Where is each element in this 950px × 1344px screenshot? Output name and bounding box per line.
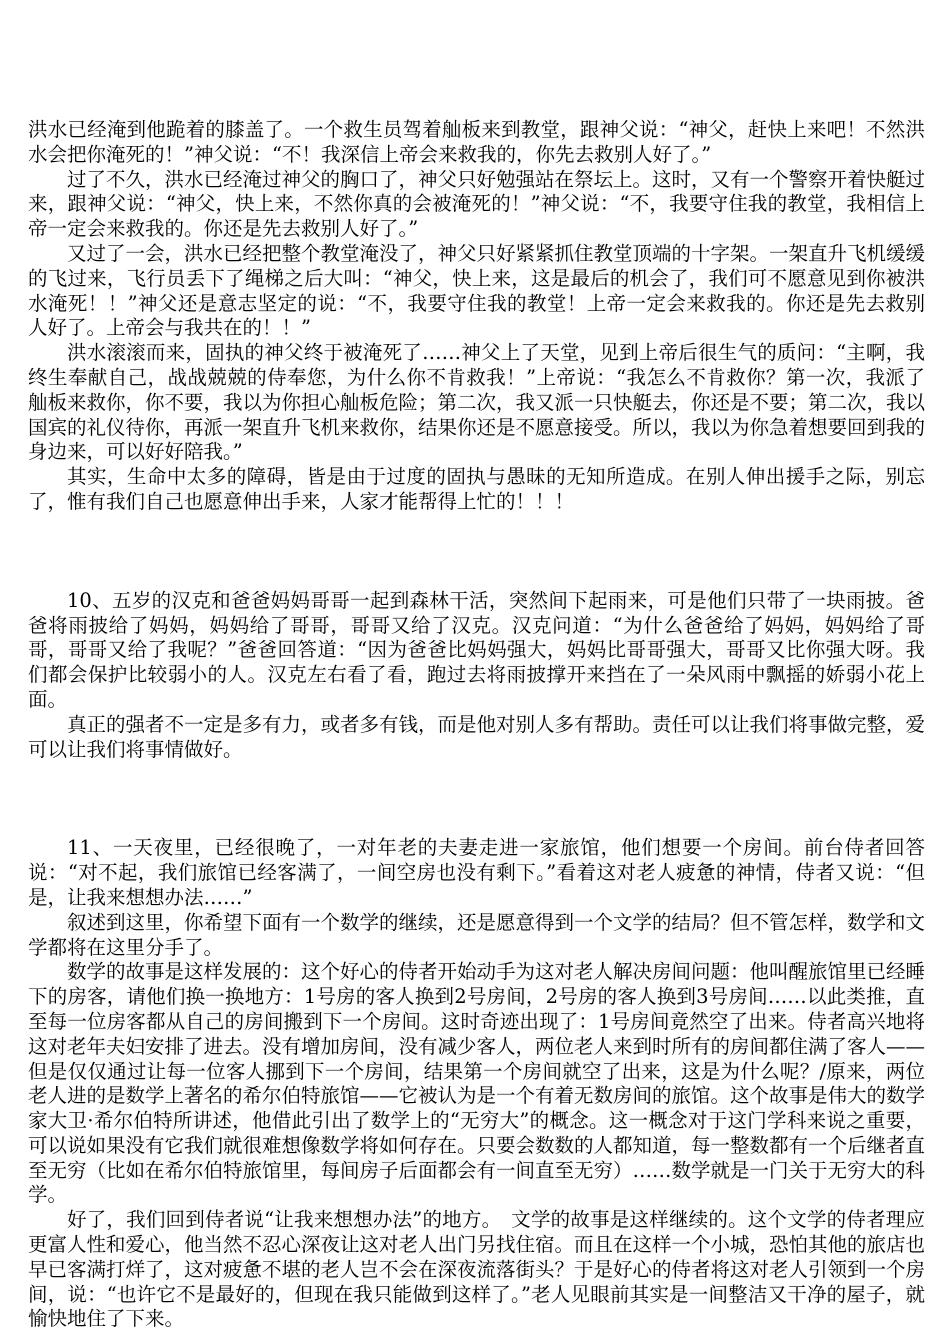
paragraph: 又过了一会，洪水已经把整个教堂淹没了，神父只好紧紧抓住教堂顶端的十字架。一架直升飞机缓缓的飞过来，飞行员丢下了绳梯之后大叫：“神父，快上来，这是最后的机会了，我们可不愿意见到你被洪水淹死！！”神父还是意志坚定的说：“不，我要守住我的教堂！上帝一定会来救我的。你还是先去救别人好了。上帝会与我共在的！！”	[28, 241, 926, 340]
paragraph: 10、五岁的汉克和爸爸妈妈哥哥一起到森林干活，突然间下起雨来，可是他们只带了一块雨披。爸爸将雨披给了妈妈，妈妈给了哥哥，哥哥又给了汉克。汉克问道：“为什么爸爸给了妈妈，妈妈给了哥哥，哥哥又给了我呢？”爸爸回答道：“因为爸爸比妈妈强大，妈妈比哥哥强大，哥哥又比你强大呀。我们都会保护比较弱小的人。汉克左右看了看，跑过去将雨披撑开来挡在了一朵风雨中飘摇的娇弱小花上面。	[28, 588, 925, 711]
paragraph: 过了不久，洪水已经淹过神父的胸口了，神父只好勉强站在祭坛上。这时，又有一个警察开着快艇过来，跟神父说：“神父，快上来，不然你真的会被淹死的！”神父说：“不，我要守住我的教堂，我相信上帝一定会来救我的。你还是先去救别人好了。”	[28, 167, 926, 241]
story-section-priest	[28, 118, 925, 515]
paragraph: 11、一天夜里，已经很晚了，一对年老的夫妻走进一家旅馆，他们想要一个房间。前台侍者回答说：“对不起，我们旅馆已经客满了，一间空房也没有剩下。”看着这对老人疲惫的神情，侍者又说：“但是，让我来想想办法……”	[28, 836, 925, 909]
paragraph: 其实，生命中太多的障碍，皆是由于过度的固执与愚昧的无知所造成。在别人伸出援手之际，别忘了，惟有我们自己也愿意伸出手来，人家才能帮得上忙的！！！	[28, 465, 925, 513]
paragraph: 洪水已经淹到他跪着的膝盖了。一个救生员驾着舢板来到教堂，跟神父说：“神父，赶快上来吧！不然洪水会把你淹死的！”神父说：“不！我深信上帝会来救我的，你先去救别人好了。”	[28, 118, 925, 166]
section-spacer	[28, 762, 925, 836]
section-spacer	[28, 515, 925, 589]
document-page	[28, 118, 925, 1332]
paragraph: 真正的强者不一定是多有力，或者多有钱，而是他对别人多有帮助。责任可以让我们将事做完整，爱可以让我们将事情做好。	[28, 712, 926, 761]
paragraph: 好了，我们回到侍者说“让我来想想办法”的地方。 文学的故事是这样继续的。这个文学的侍者理应更富人性和爱心，他当然不忍心深夜让这对老人出门另找住宿。而且在这样一个小城，恐怕其他的旅店也早已客满打烊了，这对疲惫不堪的老人岂不会在深夜流落街头？于是好心的侍者将这对老人引领到一个房间，说：“也许它不是最好的，但现在我只能做到这样了。”老人见眼前其实是一间整洁又干净的屋子，就愉快地住了下来。	[28, 1208, 926, 1331]
paragraph: 洪水滚滚而来，固执的神父终于被淹死了……神父上了天堂，见到上帝后很生气的质问：“主啊，我终生奉献自己，战战兢兢的侍奉您，为什么你不肯救我！”上帝说：“我怎么不肯救你？第一次，我派了舢板来救你，你不要，我以为你担心舢板危险；第二次，我又派一只快艇去，你还是不要；第二次，我以国宾的礼仪待你，再派一架直升飞机来救你，结果你还是不愿意接受。所以，我以为你急着想要回到我的身边来，可以好好陪我。”	[28, 341, 926, 464]
paragraph: 数学的故事是这样发展的：这个好心的侍者开始动手为这对老人解决房间问题：他叫醒旅馆里已经睡下的房客，请他们换一换地方：1号房的客人换到2号房间，2号房的客人换到3号房间……以此类推，直至每一位房客都从自己的房间搬到下一个房间。这时奇迹出现了：1号房间竟然空了出来。侍者高兴地将这对老年夫妇安排了进去。没有增加房间，没有减少客人，两位老人来到时所有的房间都住满了客人——但是仅仅通过让每一位客人挪到下一个房间，结果第一个房间就空了出来，这是为什么呢？/原来，两位老人进的是数学上著名的希尔伯特旅馆——它被认为是一个有着无数房间的旅馆。这个故事是伟大的数学家大卫·希尔伯特所讲述，他借此引出了数学上的“无穷大”的概念。这一概念对于这门学科来说之重要，可以说如果没有它我们就很难想像数学将如何存在。只要会数数的人都知道，每一整数都有一个后继者直至无穷（比如在希尔伯特旅馆里，每间房子后面都会有一间直至无穷）……数学就是一门关于无穷大的科学。	[28, 960, 926, 1207]
paragraph: 叙述到这里，你希望下面有一个数学的继续，还是愿意得到一个文学的结局？但不管怎样，数学和文学都将在这里分手了。	[28, 910, 926, 959]
story-section-hotel	[28, 836, 925, 1332]
story-section-hank	[28, 589, 925, 763]
